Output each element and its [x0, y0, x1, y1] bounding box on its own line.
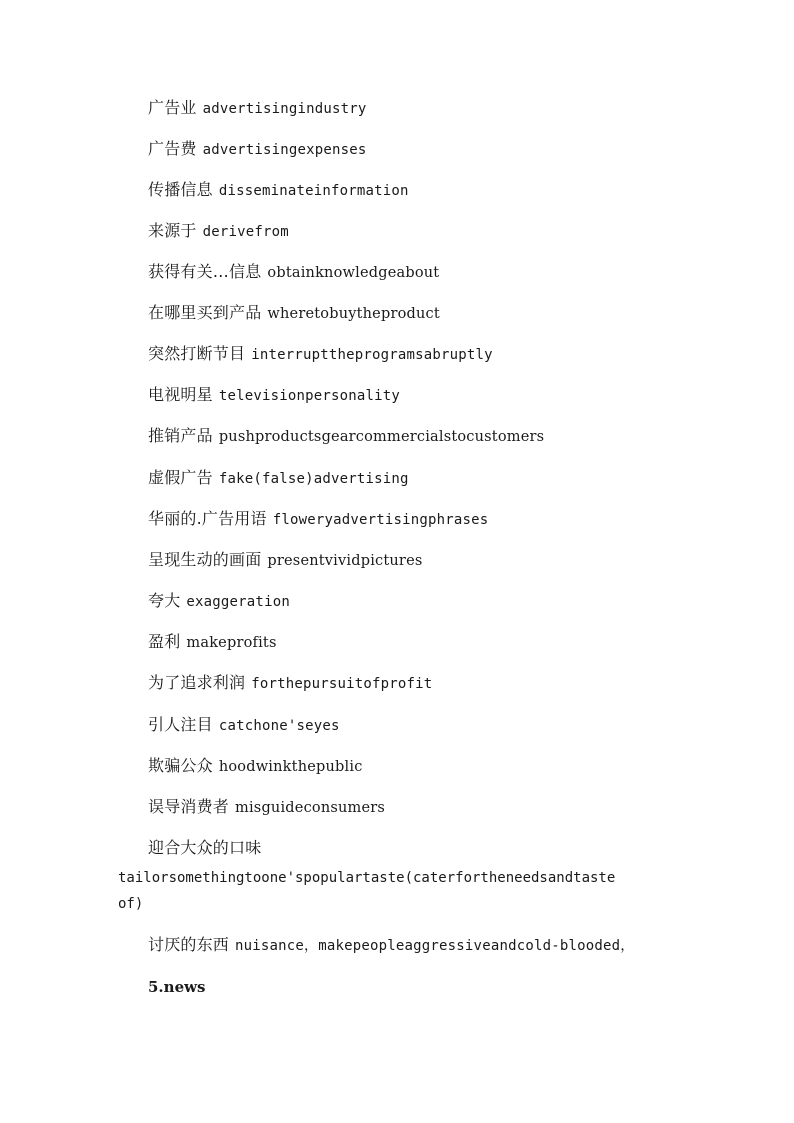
vocab-entry	[148, 590, 290, 613]
vocab-entry	[148, 138, 367, 161]
entry-english: misguideconsumers	[235, 800, 386, 816]
entry-english: hoodwinkthepublic	[218, 759, 363, 775]
entry-chinese: 来源于	[148, 221, 197, 240]
vocab-entry	[148, 714, 340, 737]
entry-english: floweryadvertisingphrases	[272, 512, 489, 528]
entry-chinese: 欺骗公众	[148, 756, 213, 775]
vocab-entry	[148, 755, 363, 778]
vocab-entry	[148, 179, 409, 202]
entry-english: obtainknowledgeabout	[267, 265, 440, 281]
entry-english: advertisingexpenses	[202, 142, 367, 158]
entry-chinese: 电视明星	[148, 385, 213, 404]
entry-chinese: 为了追求利润	[148, 673, 246, 692]
entry-english: pushproductsgearcommercialstocustomers	[218, 429, 545, 445]
entry-english: nuisance，makepeopleaggressiveandcold-blooded，	[235, 938, 635, 954]
entry-chinese: 引人注目	[148, 715, 213, 734]
vocab-entry	[148, 343, 493, 366]
entry-english: makeprofits	[186, 635, 277, 651]
vocab-entry	[148, 425, 544, 448]
entry-chinese: 广告业	[148, 98, 197, 117]
entry-chinese: 广告费	[148, 139, 197, 158]
vocab-entry	[148, 508, 488, 531]
entry-chinese: 虚假广告	[148, 468, 213, 487]
entry-chinese: 盈利	[148, 632, 181, 651]
entry-english: forthepursuitofprofit	[251, 676, 433, 692]
entry-english: disseminateinformation	[218, 183, 409, 199]
entry-english: wheretobuytheproduct	[267, 306, 440, 322]
vocab-entry	[148, 837, 267, 859]
entry-chinese: 推销产品	[148, 426, 213, 445]
entry-english: presentvividpictures	[267, 553, 423, 569]
vocab-entry	[148, 220, 289, 243]
vocab-entry	[148, 549, 423, 572]
vocab-entry	[148, 384, 400, 407]
vocab-entry	[148, 631, 277, 654]
vocab-entry	[148, 302, 440, 325]
entry-english: exaggeration	[186, 594, 290, 610]
entry-chinese: 讨厌的东西	[148, 935, 230, 954]
entry-chinese: 突然打断节目	[148, 344, 246, 363]
entry-english: derivefrom	[202, 224, 289, 240]
vocab-entry	[148, 261, 439, 284]
entry-chinese: 传播信息	[148, 180, 213, 199]
entry-english: fake(false)advertising	[218, 471, 409, 487]
vocab-entry	[148, 934, 634, 957]
entry-english-continuation: tailorsomethingtoone'spopulartaste(caterfortheneedsandtaste	[118, 870, 616, 886]
entry-english: advertisingindustry	[202, 101, 367, 117]
entry-chinese: 误导消费者	[148, 797, 230, 816]
entry-english: televisionpersonality	[218, 388, 401, 404]
entry-chinese: 迎合大众的口味	[148, 838, 262, 857]
entry-english: catchone'seyes	[218, 718, 340, 734]
vocab-entry	[148, 796, 385, 819]
vocab-entry	[148, 672, 432, 695]
vocab-entry	[148, 97, 367, 120]
entry-chinese: 在哪里买到产品	[148, 303, 262, 322]
entry-chinese: 华丽的.广告用语	[148, 509, 267, 528]
entry-english-continuation: of)	[118, 896, 144, 912]
entry-chinese: 夸大	[148, 591, 181, 610]
vocab-entry	[148, 467, 409, 490]
entry-english: interrupttheprogramsabruptly	[251, 347, 493, 363]
section-heading: 5.news	[148, 978, 206, 996]
entry-chinese: 呈现生动的画面	[148, 550, 262, 569]
entry-chinese: 获得有关…信息	[148, 262, 262, 281]
